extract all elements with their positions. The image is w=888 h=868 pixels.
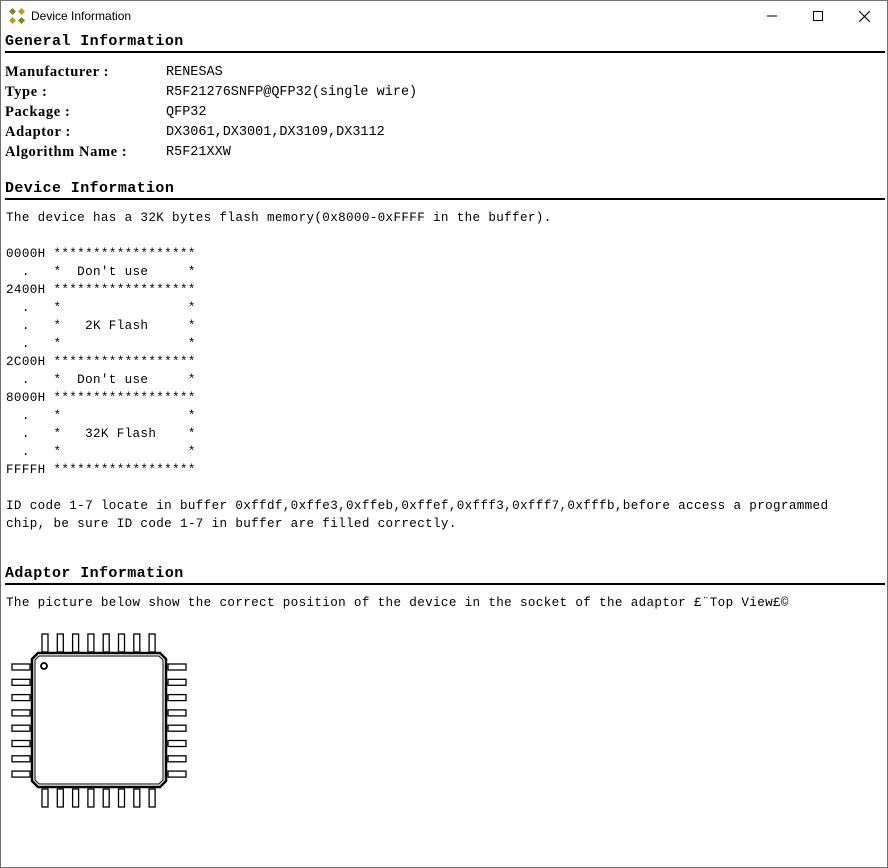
close-icon xyxy=(859,11,870,22)
chip-body xyxy=(32,653,166,787)
chip-pin xyxy=(88,789,94,807)
device-heading: Device Information xyxy=(5,180,175,197)
type-value: R5F21276SNFP@QFP32(single wire) xyxy=(166,85,418,100)
memory-map-line: . * * xyxy=(6,409,196,423)
chip-pin xyxy=(103,634,109,652)
chip-pin xyxy=(134,789,140,807)
chip-pin xyxy=(168,756,186,762)
chip-pin xyxy=(168,710,186,716)
chip-pin xyxy=(134,634,140,652)
memory-map-line: . * * xyxy=(6,337,196,351)
chip-pin xyxy=(57,634,63,652)
general-divider xyxy=(5,51,885,53)
chip-pin xyxy=(168,741,186,747)
app-logo-icon xyxy=(9,8,25,24)
general-heading: General Information xyxy=(5,33,184,50)
chip-pin xyxy=(12,664,30,670)
manufacturer-label: Manufacturer : xyxy=(5,64,110,80)
chip-pin xyxy=(119,789,125,807)
minimize-icon xyxy=(767,11,777,21)
chip-pin xyxy=(149,634,155,652)
chip-pin xyxy=(12,725,30,731)
memory-map-line: . * * xyxy=(6,301,196,315)
manufacturer-value: RENESAS xyxy=(166,65,223,80)
package-label: Package : xyxy=(5,104,71,120)
chip-pin xyxy=(57,789,63,807)
chip-pin xyxy=(168,725,186,731)
chip-pin xyxy=(103,789,109,807)
memory-map-line: 2C00H ****************** xyxy=(6,355,196,369)
chip-pin xyxy=(88,634,94,652)
maximize-button[interactable] xyxy=(795,1,841,31)
id-code-note: ID code 1-7 locate in buffer 0xffdf,0xffe3,0xffeb,0xffef,0xfff3,0xfff7,0xfffb,before access a programmed xyxy=(6,499,829,513)
adaptor-divider xyxy=(5,583,885,585)
chip-pin xyxy=(73,634,79,652)
id-code-note-continued: chip, be sure ID code 1-7 in buffer are filled correctly. xyxy=(6,517,457,531)
chip-pin xyxy=(168,695,186,701)
title-bar[interactable] xyxy=(1,1,887,31)
chip-pin xyxy=(12,679,30,685)
chip-pin xyxy=(12,741,30,747)
chip-pin xyxy=(168,771,186,777)
flash-summary: The device has a 32K bytes flash memory(0x8000-0xFFFF in the buffer). xyxy=(6,211,552,225)
memory-map-line: . * Don't use * xyxy=(6,265,196,279)
pin1-marker xyxy=(41,663,47,669)
algorithm-name-value: R5F21XXW xyxy=(166,145,231,160)
adaptor-label: Adaptor : xyxy=(5,124,71,140)
adaptor-value: DX3061,DX3001,DX3109,DX3112 xyxy=(166,125,385,140)
chip-pin xyxy=(42,634,48,652)
algorithm-name-label: Algorithm Name : xyxy=(5,144,128,160)
adaptor-note: The picture below show the correct position of the device in the socket of the adaptor £¨Top View£© xyxy=(6,596,789,610)
chip-pin xyxy=(12,771,30,777)
memory-map-line: 8000H ****************** xyxy=(6,391,196,405)
memory-map-line: 2400H ****************** xyxy=(6,283,196,297)
adaptor-heading: Adaptor Information xyxy=(5,565,184,582)
close-button[interactable] xyxy=(841,1,887,31)
chip-pin xyxy=(42,789,48,807)
minimize-button[interactable] xyxy=(749,1,795,31)
chip-pin xyxy=(12,710,30,716)
chip-pin xyxy=(168,679,186,685)
report-content xyxy=(1,31,887,867)
chip-pin xyxy=(168,664,186,670)
type-label: Type : xyxy=(5,84,48,100)
chip-pin xyxy=(73,789,79,807)
memory-map-line: 0000H ****************** xyxy=(6,247,196,261)
memory-map-line: FFFFH ****************** xyxy=(6,463,196,477)
memory-map-line: . * 32K Flash * xyxy=(6,427,196,441)
memory-map-line: . * * xyxy=(6,445,196,459)
chip-pin xyxy=(12,756,30,762)
maximize-icon xyxy=(813,11,823,21)
chip-pin xyxy=(12,695,30,701)
device-divider xyxy=(5,198,885,200)
chip-pin xyxy=(119,634,125,652)
chip-pin xyxy=(149,789,155,807)
package-value: QFP32 xyxy=(166,105,207,120)
memory-map-line: . * Don't use * xyxy=(6,373,196,387)
qfp32-chip-diagram xyxy=(9,631,189,811)
memory-map-line: . * 2K Flash * xyxy=(6,319,196,333)
window-title: Device Information xyxy=(31,9,132,23)
